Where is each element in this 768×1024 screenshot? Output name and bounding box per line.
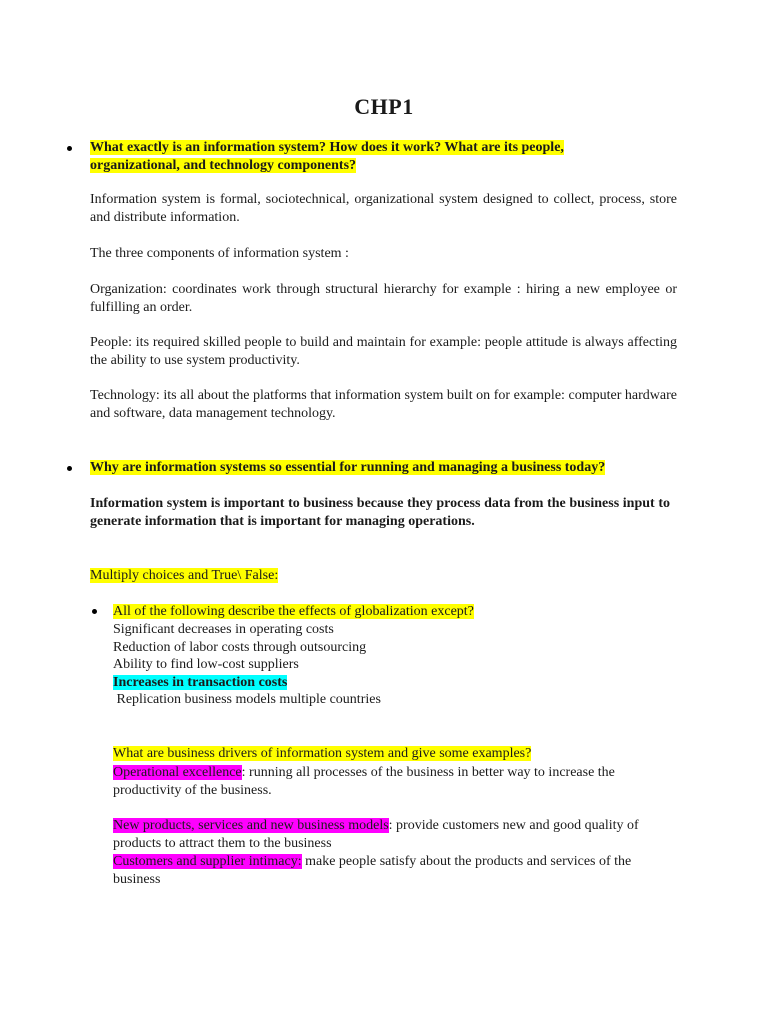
organization-paragraph: Organization: coordinates work through structural hierarchy for example : hiring a new employee or fulfilling an order. <box>90 282 677 315</box>
bullet-icon <box>67 146 72 151</box>
people-paragraph: People: its required skilled people to build and maintain for example: people attitude is always affecting the ability to use system productivity. <box>90 335 677 368</box>
mcq-question-text: All of the following describe the effects of globalization except? <box>113 604 474 619</box>
answer-2: Information system is important to business because they process data from the business input to generate information that is important for managing operations. <box>90 496 670 529</box>
mcq-heading-text: Multiply choices and True\ False: <box>90 568 279 583</box>
definition-paragraph: Information system is formal, sociotechnical, organizational system designed to collect, process, store and distribute information. <box>90 192 677 225</box>
mcq-option: Ability to find low-cost suppliers <box>113 657 299 672</box>
question-1-line-1: What exactly is an information system? How does it work? What are its people, <box>90 140 564 155</box>
question-2 <box>90 459 690 477</box>
driver-label: Customers and supplier intimacy: <box>113 854 302 869</box>
mcq-option: Replication business models multiple countries <box>113 692 381 707</box>
question-2-text: Why are information systems so essential for running and managing a business today? <box>90 460 606 475</box>
driver-operational-excellence <box>113 764 673 800</box>
driver-description: : provide customers new and good quality of products to attract them to the business <box>113 818 639 851</box>
mcq-option: Significant decreases in operating costs <box>113 622 334 637</box>
bullet-icon <box>92 609 97 614</box>
question-1 <box>90 139 690 175</box>
driver-new-products <box>113 817 673 853</box>
technology-paragraph: Technology: its all about the platforms that information system built on for example: computer hardware and software, data management technology. <box>90 388 677 421</box>
driver-label: New products, services and new business models <box>113 818 389 833</box>
mcq-heading <box>90 567 278 585</box>
driver-description: make people satisfy about the products and services of the business <box>113 854 632 887</box>
question-1-line-2: organizational, and technology components? <box>90 158 357 173</box>
driver-customer-intimacy <box>113 853 673 889</box>
driver-label: Operational excellence <box>113 765 242 780</box>
components-intro: The three components of information system : <box>90 246 349 261</box>
mcq-question <box>113 603 673 621</box>
page-title: CHP1 <box>354 94 414 119</box>
drivers-question-text: What are business drivers of information system and give some examples? <box>113 746 532 761</box>
drivers-question <box>113 745 673 763</box>
bullet-icon <box>67 466 72 471</box>
driver-description: : running all processes of the business in better way to increase the productivity of the business. <box>113 765 615 798</box>
mcq-options <box>113 621 673 709</box>
mcq-answer-option: Increases in transaction costs <box>113 674 288 690</box>
mcq-option: Reduction of labor costs through outsourcing <box>113 639 367 655</box>
